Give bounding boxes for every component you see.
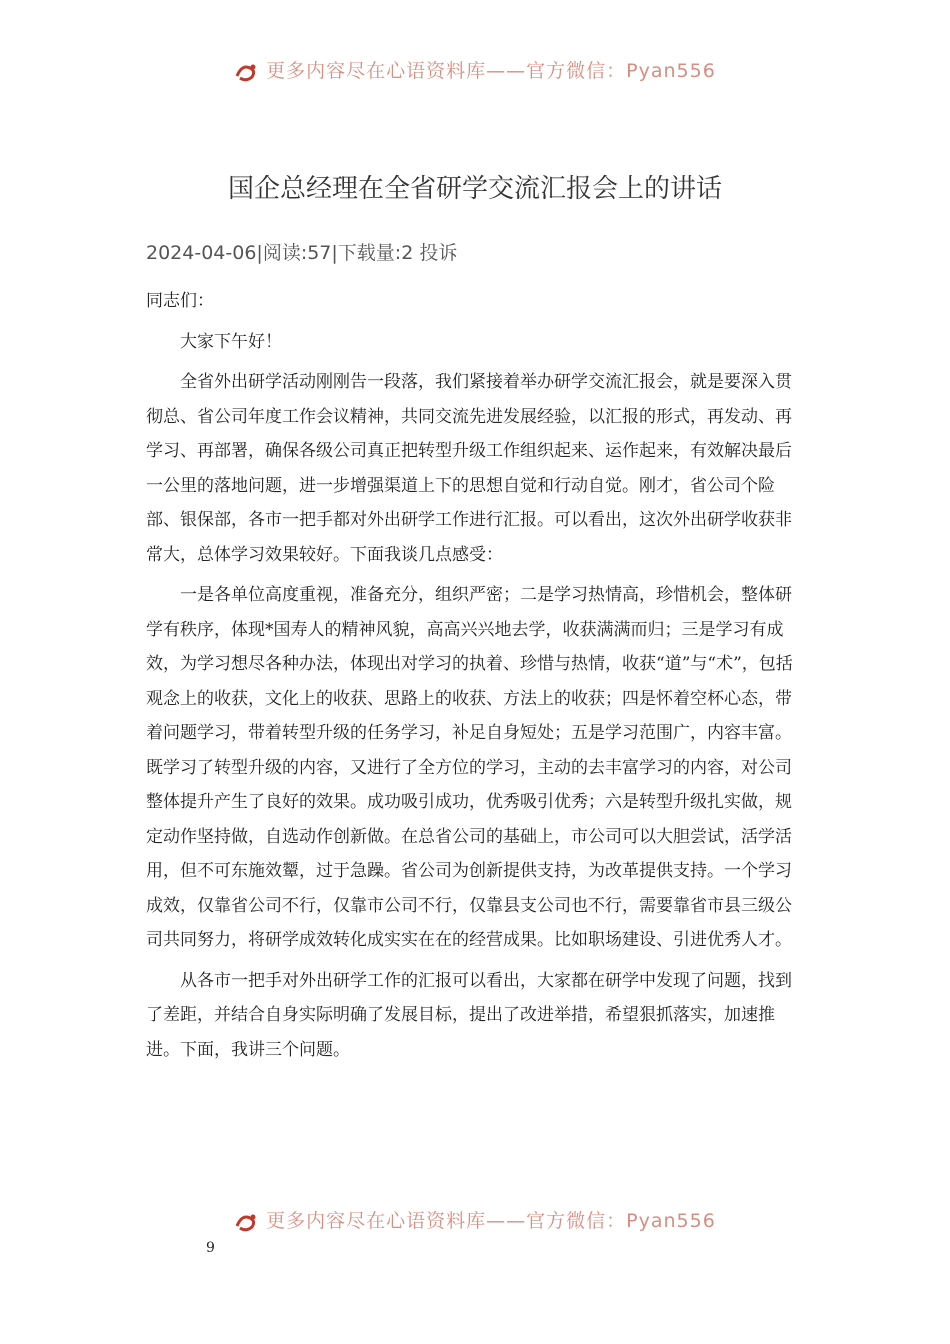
watermark-text: 更多内容尽在心语资料库——官方微信：Pyan556 <box>266 1210 716 1232</box>
watermark-header <box>0 56 950 82</box>
watermark-logo-icon <box>234 62 260 82</box>
document-body <box>146 284 808 1073</box>
document-meta: 2024-04-06|阅读:57|下载量:2 投诉 <box>146 242 458 264</box>
paragraph: 大家下午好！ <box>180 331 282 352</box>
page-number: 9 <box>206 1240 215 1256</box>
salutation: 同志们： <box>146 291 214 311</box>
watermark-logo-icon <box>234 1212 260 1232</box>
watermark-text: 更多内容尽在心语资料库——官方微信：Pyan556 <box>266 60 716 82</box>
paragraph: 一是各单位高度重视，准备充分，组织严密；二是学习热情高，珍惜机会，整体研学有秩序，体现*国寿人的精神风貌，高高兴兴地去学，收获满满而归；三是学习有成效，为学习想尽各种办法，体现出对学习的执着、珍惜与热情，收获“道”与“术”，包括观念上的收获，文化上的收获、思路上的收获、方法上的收获；四是怀着空杯心态，带着问题学习，带着转型升级的任务学习，补足自身短处；五是学习范围广，内容丰富。既学习了转型升级的内容，又进行了全方位的学习，主动的去丰富学习的内容，对公司整体提升产生了良好的效果。成功吸引成功，优秀吸引优秀；六是转型升级扎实做，规定动作坚持做，自选动作创新做。在总省公司的基础上，市公司可以大胆尝试，活学活用，但不可东施效颦，过于急躁。省公司为创新提供支持，为改革提供支持。一个学习成效，仅靠省公司不行，仅靠市公司不行，仅靠县支公司也不行，需要靠省市县三级公司共同努力，将研学成效转化成实实在在的经营成果。比如职场建设、引进优秀人才。 <box>146 585 793 950</box>
paragraph: 全省外出研学活动刚刚告一段落，我们紧接着举办研学交流汇报会，就是要深入贯彻总、省公司年度工作会议精神，共同交流先进发展经验，以汇报的形式，再发动、再学习、再部署，确保各级公司真正把转型升级工作组织起来、运作起来，有效解决最后一公里的落地问题，进一步增强渠道上下的思想自觉和行动自觉。刚才，省公司个险部、银保部，各市一把手都对外出研学工作进行汇报。可以看出，这次外出研学收获非常大，总体学习效果较好。下面我谈几点感受： <box>146 372 792 565</box>
watermark-footer <box>0 1206 950 1232</box>
paragraph: 从各市一把手对外出研学工作的汇报可以看出，大家都在研学中发现了问题，找到了差距，并结合自身实际明确了发展目标，提出了改进举措，希望狠抓落实，加速推进。下面，我讲三个问题。 <box>146 970 792 1060</box>
document-title: 国企总经理在全省研学交流汇报会上的讲话 <box>227 174 722 204</box>
